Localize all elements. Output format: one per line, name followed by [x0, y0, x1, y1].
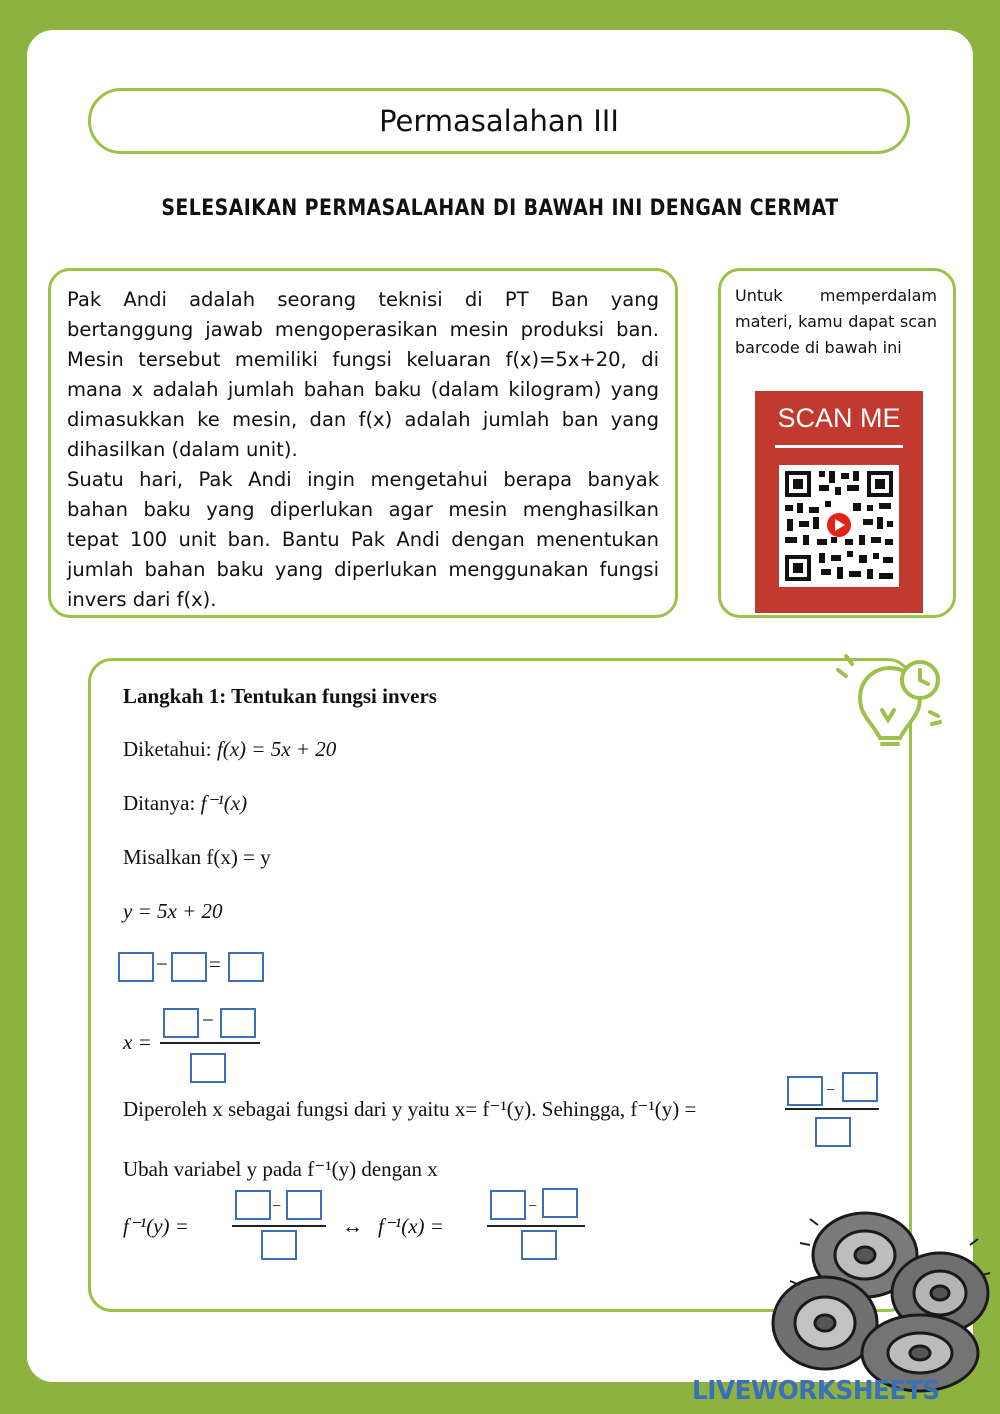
asked-line [123, 791, 247, 816]
answer-box-5[interactable] [220, 1008, 256, 1038]
fraction-bar [232, 1225, 326, 1227]
fraction-bar [487, 1225, 585, 1227]
problem-paragraph-2: Suatu hari, Pak Andi ingin mengetahui berapa banyak bahan baku yang diperlukan agar mesin menghasilkan tepat 100 unit ban. Bantu Pak Andi dengan menentukan jumlah bahan baku yang diperlukan menggunakan fungsi invers dari f(x). [67, 468, 659, 611]
answer-box-13[interactable] [490, 1190, 526, 1220]
known-formula: f(x) = 5x + 20 [216, 737, 337, 761]
answer-box-15[interactable] [521, 1230, 557, 1260]
minus-sign: − [202, 1008, 214, 1032]
tires-icon [770, 1205, 995, 1395]
answer-box-2[interactable] [171, 952, 207, 982]
step-title: Langkah 1: Tentukan fungsi invers [123, 684, 437, 708]
known-label: Diketahui: [123, 737, 217, 761]
inverse-x-label: f⁻¹(x) = [378, 1214, 444, 1238]
equals-sign: = [209, 952, 221, 976]
problem-text [67, 285, 659, 615]
minus-sign: − [528, 1198, 538, 1215]
equation-line: y = 5x + 20 [123, 899, 223, 923]
inverse-y-label: f⁻¹(y) = [123, 1214, 189, 1238]
iff-sign: ↔ [342, 1214, 363, 1238]
obtained-line: Diperoleh x sebagai fungsi dari y yaitu x= f⁻¹(y). Sehingga, f⁻¹(y) = [123, 1097, 697, 1121]
answer-box-7[interactable] [787, 1076, 823, 1106]
fraction-bar [160, 1042, 260, 1044]
minus-sign: − [156, 952, 168, 976]
instruction-heading: SELESAIKAN PERMASALAHAN DI BAWAH INI DENGAN CERMAT [161, 196, 839, 221]
asked-label: Ditanya: [123, 791, 201, 815]
fraction-bar [785, 1108, 879, 1110]
answer-box-6[interactable] [190, 1053, 226, 1083]
answer-box-14[interactable] [542, 1188, 578, 1218]
answer-box-12[interactable] [261, 1230, 297, 1260]
page-title: Permasalahan III [379, 104, 619, 138]
answer-box-1[interactable] [118, 952, 154, 982]
title-box [88, 88, 910, 154]
scan-instruction: Untuk memperdalam materi, kamu dapat scan barcode di bawah ini [735, 286, 937, 357]
answer-box-4[interactable] [163, 1008, 199, 1038]
scan-me-label: SCAN ME [777, 403, 901, 433]
let-line: Misalkan f(x) = y [123, 845, 271, 869]
minus-sign: − [272, 1198, 282, 1215]
answer-box-11[interactable] [286, 1190, 322, 1220]
minus-sign: − [826, 1082, 836, 1099]
answer-box-3[interactable] [228, 952, 264, 982]
problem-box [48, 268, 678, 618]
answer-box-10[interactable] [235, 1190, 271, 1220]
substitute-line: Ubah variabel y pada f⁻¹(y) dengan x [123, 1157, 438, 1181]
qr-code-icon [779, 465, 899, 587]
scan-card[interactable] [755, 391, 923, 613]
x-equals-label: x = [123, 1030, 152, 1054]
lightbulb-icon [832, 650, 944, 750]
scan-box [718, 268, 956, 618]
answer-box-8[interactable] [842, 1072, 878, 1102]
asked-formula: f⁻¹(x) [200, 791, 248, 815]
liveworksheets-logo: LIVEWORKSHEETS [692, 1376, 940, 1406]
known-line [123, 737, 336, 762]
scan-divider [775, 445, 903, 448]
answer-box-9[interactable] [815, 1117, 851, 1147]
problem-paragraph-1: Pak Andi adalah seorang teknisi di PT Ban yang bertanggung jawab mengoperasikan mesin produksi ban. Mesin tersebut memiliki fungsi keluaran f(x)=5x+20, di mana x adalah jumlah bahan baku (dalam kilogram) yang dimasukkan ke mesin, dan f(x) adalah jumlah ban yang dihasilkan (dalam unit). [67, 288, 659, 461]
qr-code[interactable] [779, 465, 899, 587]
